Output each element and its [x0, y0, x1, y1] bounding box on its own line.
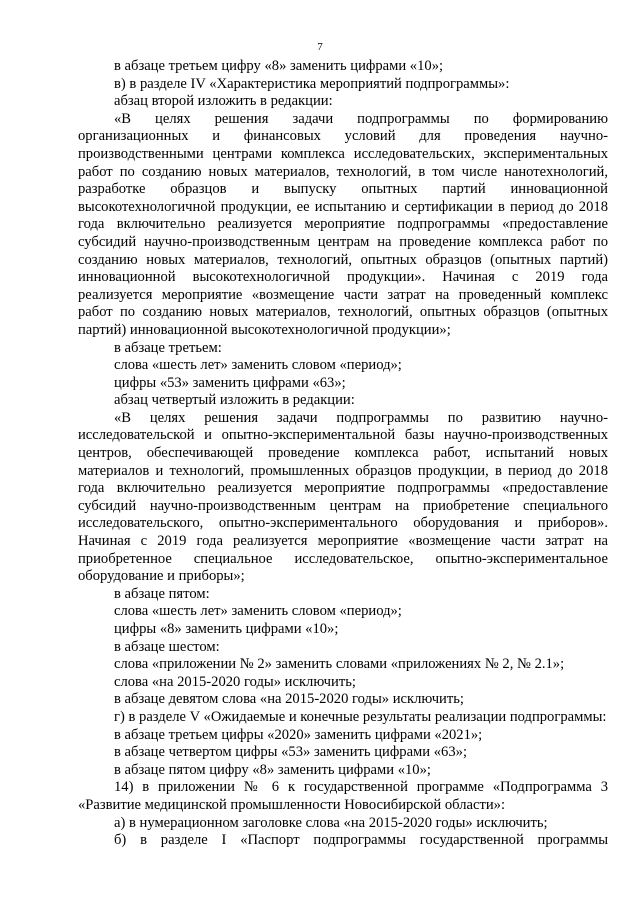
- text-line: в абзаце третьем:: [114, 339, 222, 356]
- text-line: оборудование и приборы»;: [78, 568, 245, 585]
- text-line: центров, обеспечивающей проведение комплекса работ, испытаний новых: [78, 445, 608, 462]
- text-line: абзац второй изложить в редакции:: [114, 93, 333, 110]
- text-line: «В целях решения задачи подпрограммы по развитию научно-: [114, 409, 608, 426]
- text-line: работ по созданию новых материалов, технологий, опытных образцов (опытных: [78, 304, 608, 321]
- text-line: созданию новых материалов, технологий, опытных образцов (опытных партий): [78, 251, 608, 268]
- text-line: в абзаце третьем цифры «2020» заменить цифрами «2021»;: [114, 726, 483, 743]
- text-line: организационных и финансовых условий для проведения научно-: [78, 128, 608, 145]
- text-line: года включительно реализуется мероприятие подпрограммы «предоставление: [78, 216, 608, 233]
- text-line: инновационной высокотехнологичной продукции». Начиная с 2019 года: [78, 269, 608, 286]
- text-line: субсидий научно-производственным центрам на приобретение специального: [78, 497, 608, 514]
- text-line: а) в нумерационном заголовке слова «на 2015-2020 годы» исключить;: [114, 814, 548, 831]
- text-line: партий) инновационной высокотехнологичной продукции»;: [78, 321, 451, 338]
- text-line: разработке образцов и выпуску опытных партий инновационной: [78, 181, 608, 198]
- text-line: цифры «53» заменить цифрами «63»;: [114, 374, 346, 391]
- text-line: высокотехнологичной продукции, ее испытанию и сертификации в период до 2018: [78, 198, 608, 215]
- text-line: производственными центрами комплекса исследовательских, экспериментальных: [78, 145, 608, 162]
- text-line: в абзаце пятом:: [114, 585, 210, 602]
- text-line: г) в разделе V «Ожидаемые и конечные результаты реализации подпрограммы:: [114, 708, 607, 725]
- text-line: работ по созданию новых материалов, технологий, в том числе нанотехнологий,: [78, 163, 608, 180]
- page-number: 7: [317, 41, 323, 53]
- text-line: года включительно реализуется мероприятие подпрограммы «предоставление: [78, 480, 608, 497]
- text-line: б) в разделе I «Паспорт подпрограммы государственной программы: [114, 832, 608, 849]
- text-line: исследовательской и опытно-экспериментальной базы научно-производственных: [78, 427, 608, 444]
- text-line: «Развитие медицинской промышленности Новосибирской области»:: [78, 796, 506, 813]
- text-line: слова «шесть лет» заменить словом «период»;: [114, 357, 402, 374]
- text-line: исследовательского, опытно-экспериментального оборудования и приборов».: [78, 515, 608, 532]
- text-line: слова «шесть лет» заменить словом «период»;: [114, 603, 402, 620]
- text-line: субсидий научно-производственным центрам на проведение комплекса работ по: [78, 233, 608, 250]
- text-line: в абзаце третьем цифру «8» заменить цифрами «10»;: [114, 58, 444, 74]
- text-line: в абзаце пятом цифру «8» заменить цифрами «10»;: [114, 761, 431, 778]
- text-line: в абзаце четвертом цифры «53» заменить цифрами «63»;: [114, 744, 467, 761]
- text-line: слова «приложении № 2» заменить словами «приложениях № 2, № 2.1»;: [114, 656, 565, 673]
- text-line: абзац четвертый изложить в редакции:: [114, 392, 355, 409]
- text-line: слова «на 2015-2020 годы» исключить;: [114, 673, 356, 690]
- text-line: в абзаце шестом:: [114, 638, 220, 655]
- text-line: в абзаце девятом слова «на 2015-2020 годы» исключить;: [114, 691, 464, 708]
- text-line: приобретенное специальное исследовательское, опытно-экспериментальное: [78, 550, 608, 567]
- text-line: в) в разделе IV «Характеристика мероприятий подпрограммы»:: [114, 75, 510, 92]
- text-line: 14) в приложении № 6 к государственной программе «Подпрограмма 3: [114, 779, 608, 796]
- document-body: [78, 58, 608, 850]
- text-line: «В целях решения задачи подпрограммы по формированию: [114, 110, 608, 127]
- text-line: материалов и технологий, промышленных образцов продукции, в период до 2018: [78, 462, 608, 479]
- text-line: реализуется мероприятие «возмещение части затрат на проведенный комплекс: [78, 286, 608, 303]
- text-line: цифры «8» заменить цифрами «10»;: [114, 621, 339, 637]
- text-line: Начиная с 2019 года реализуется мероприятие «возмещение части затрат на: [78, 533, 608, 550]
